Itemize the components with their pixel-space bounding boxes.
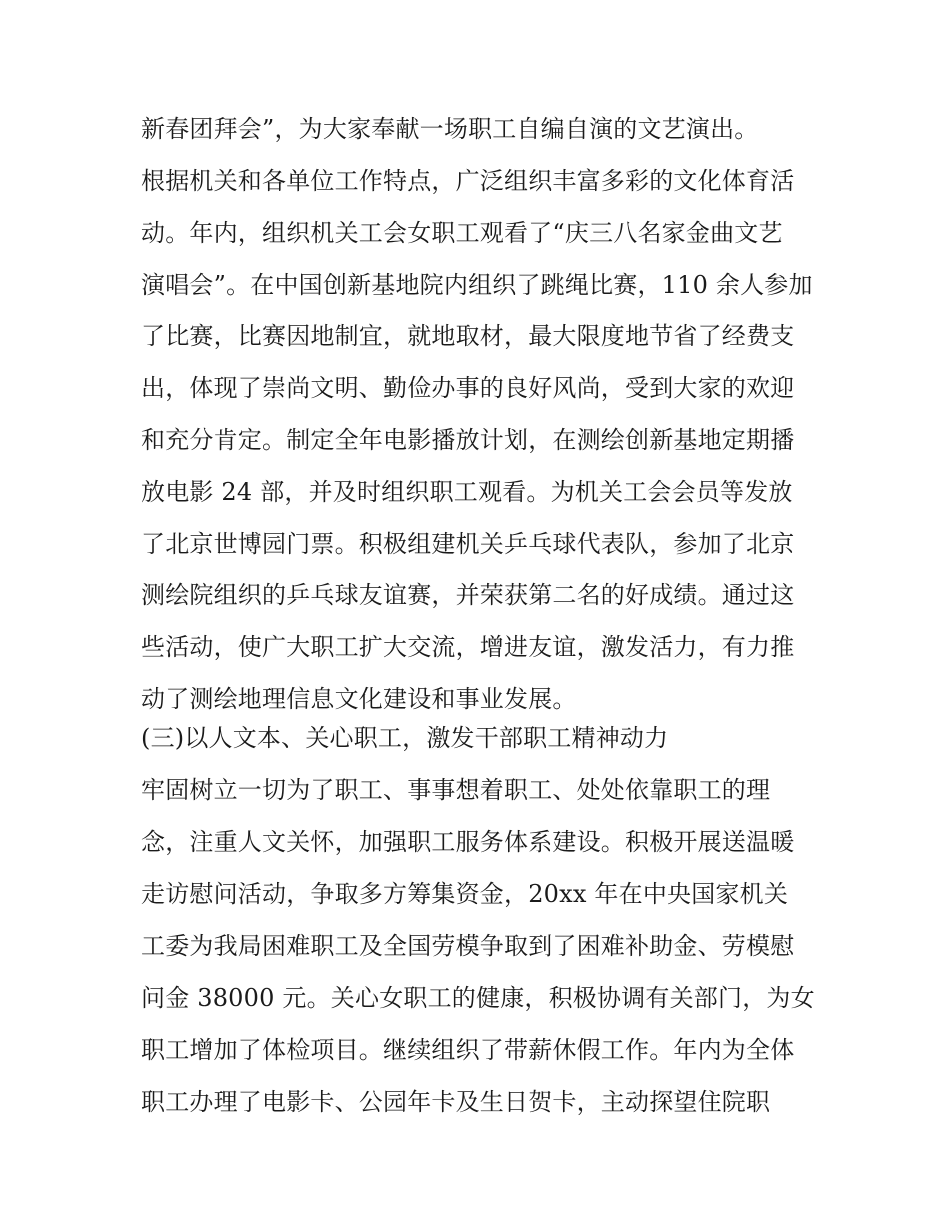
paragraph-line: 些活动，使广大职工扩大交流，增进友谊，激发活力，有力推: [141, 633, 795, 661]
paragraph-line: 念，注重人文关怀，加强职工服务体系建设。积极开展送温暖: [141, 828, 795, 856]
paragraph-line: 新春团拜会”，为大家奉献一场职工自编自演的文艺演出。: [141, 115, 759, 143]
paragraph-line: 放电影 24 部，并及时组织职工观看。为机关工会会员等发放: [141, 478, 793, 506]
paragraph-line: 动了测绘地理信息文化建设和事业发展。: [141, 685, 577, 713]
paragraph-line: 了北京世博园门票。积极组建机关乒乓球代表队，参加了北京: [141, 530, 795, 558]
paragraph-line: 职工办理了电影卡、公园年卡及生日贺卡，主动探望住院职: [141, 1088, 771, 1116]
paragraph-line: 演唱会”。在中国创新基地院内组织了跳绳比赛，110 余人参加: [141, 271, 813, 299]
paragraph-line: 职工增加了体检项目。继续组织了带薪休假工作。年内为全体: [141, 1036, 795, 1064]
paragraph-line: 了比赛，比赛因地制宜，就地取材，最大限度地节省了经费支: [141, 322, 795, 350]
paragraph-line: 测绘院组织的乒乓球友谊赛，并荣获第二名的好成绩。通过这: [141, 581, 795, 609]
paragraph-line: 工委为我局困难职工及全国劳模争取到了困难补助金、劳模慰: [141, 932, 795, 960]
paragraph-line: 走访慰问活动，争取多方筹集资金，20xx 年在中央国家机关: [141, 880, 789, 908]
section-heading: (三)以人文本、关心职工，激发干部职工精神动力: [141, 724, 669, 752]
paragraph-line: 出，体现了崇尚文明、勤俭办事的良好风尚，受到大家的欢迎: [141, 374, 795, 402]
paragraph-line: 动。年内，组织机关工会女职工观看了“庆三八名家金曲文艺: [141, 219, 783, 247]
paragraph-line: 和充分肯定。制定全年电影播放计划，在测绘创新基地定期播: [141, 426, 795, 454]
paragraph-line: 根据机关和各单位工作特点，广泛组织丰富多彩的文化体育活: [141, 167, 795, 195]
paragraph-line: 牢固树立一切为了职工、事事想着职工、处处依靠职工的理: [141, 776, 771, 804]
paragraph-line: 问金 38000 元。关心女职工的健康，积极协调有关部门，为女: [141, 984, 815, 1012]
